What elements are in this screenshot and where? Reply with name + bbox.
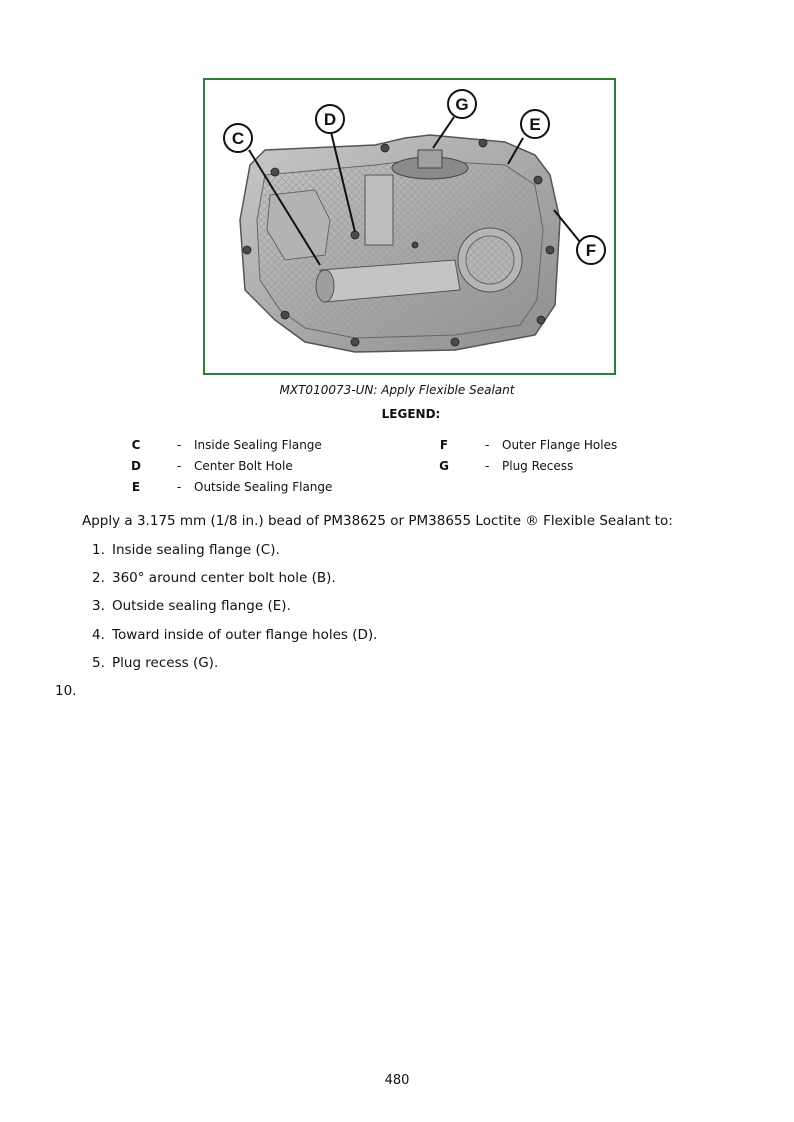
step-number: 4. [92,627,105,643]
legend-key: G [439,459,449,473]
legend-key: D [131,459,141,473]
step-text: Plug recess (G). [112,655,219,671]
legend-desc: Outside Sealing Flange [194,480,333,494]
step-item [92,627,377,643]
callout-f-label: F [585,241,597,260]
legend-desc: Center Bolt Hole [194,459,293,473]
legend-key: C [131,438,141,452]
legend-dash: - [485,459,490,473]
step-item [92,598,291,614]
legend-dash: - [177,480,182,494]
step-text: Toward inside of outer flange holes (D). [112,627,378,643]
step-text: Inside sealing flange (C). [112,542,280,558]
step-number: 3. [92,598,105,614]
figure-caption: MXT010073-UN: Apply Flexible Sealant [279,383,515,397]
step-number: 2. [92,570,105,586]
next-step-number: 10. [55,683,77,699]
legend-desc: Inside Sealing Flange [194,438,322,452]
step-number: 5. [92,655,105,671]
step-text: Outside sealing flange (E). [112,598,291,614]
callout-d-label: D [323,110,337,129]
legend-dash: - [485,438,490,452]
legend-dash: - [177,459,182,473]
step-item [92,542,280,558]
legend-key: F [439,438,449,452]
instruction-intro: Apply a 3.175 mm (1/8 in.) bead of PM38625 or PM38655 Loctite ® Flexible Sealant to: [82,513,673,529]
page-number: 480 [384,1073,410,1088]
legend-title: LEGEND: [381,407,441,421]
callout-g-label: G [455,95,469,114]
callout-c-label: C [231,129,245,148]
legend-key: E [131,480,141,494]
transmission-cover-illustration [205,80,614,373]
figure-frame [203,78,616,375]
legend-dash: - [177,438,182,452]
step-text: 360° around center bolt hole (B). [112,570,336,586]
legend-desc: Outer Flange Holes [502,438,618,452]
legend-desc: Plug Recess [502,459,574,473]
callout-e-label: E [529,115,541,134]
step-number: 1. [92,542,105,558]
step-item [92,655,218,671]
step-item [92,570,336,586]
